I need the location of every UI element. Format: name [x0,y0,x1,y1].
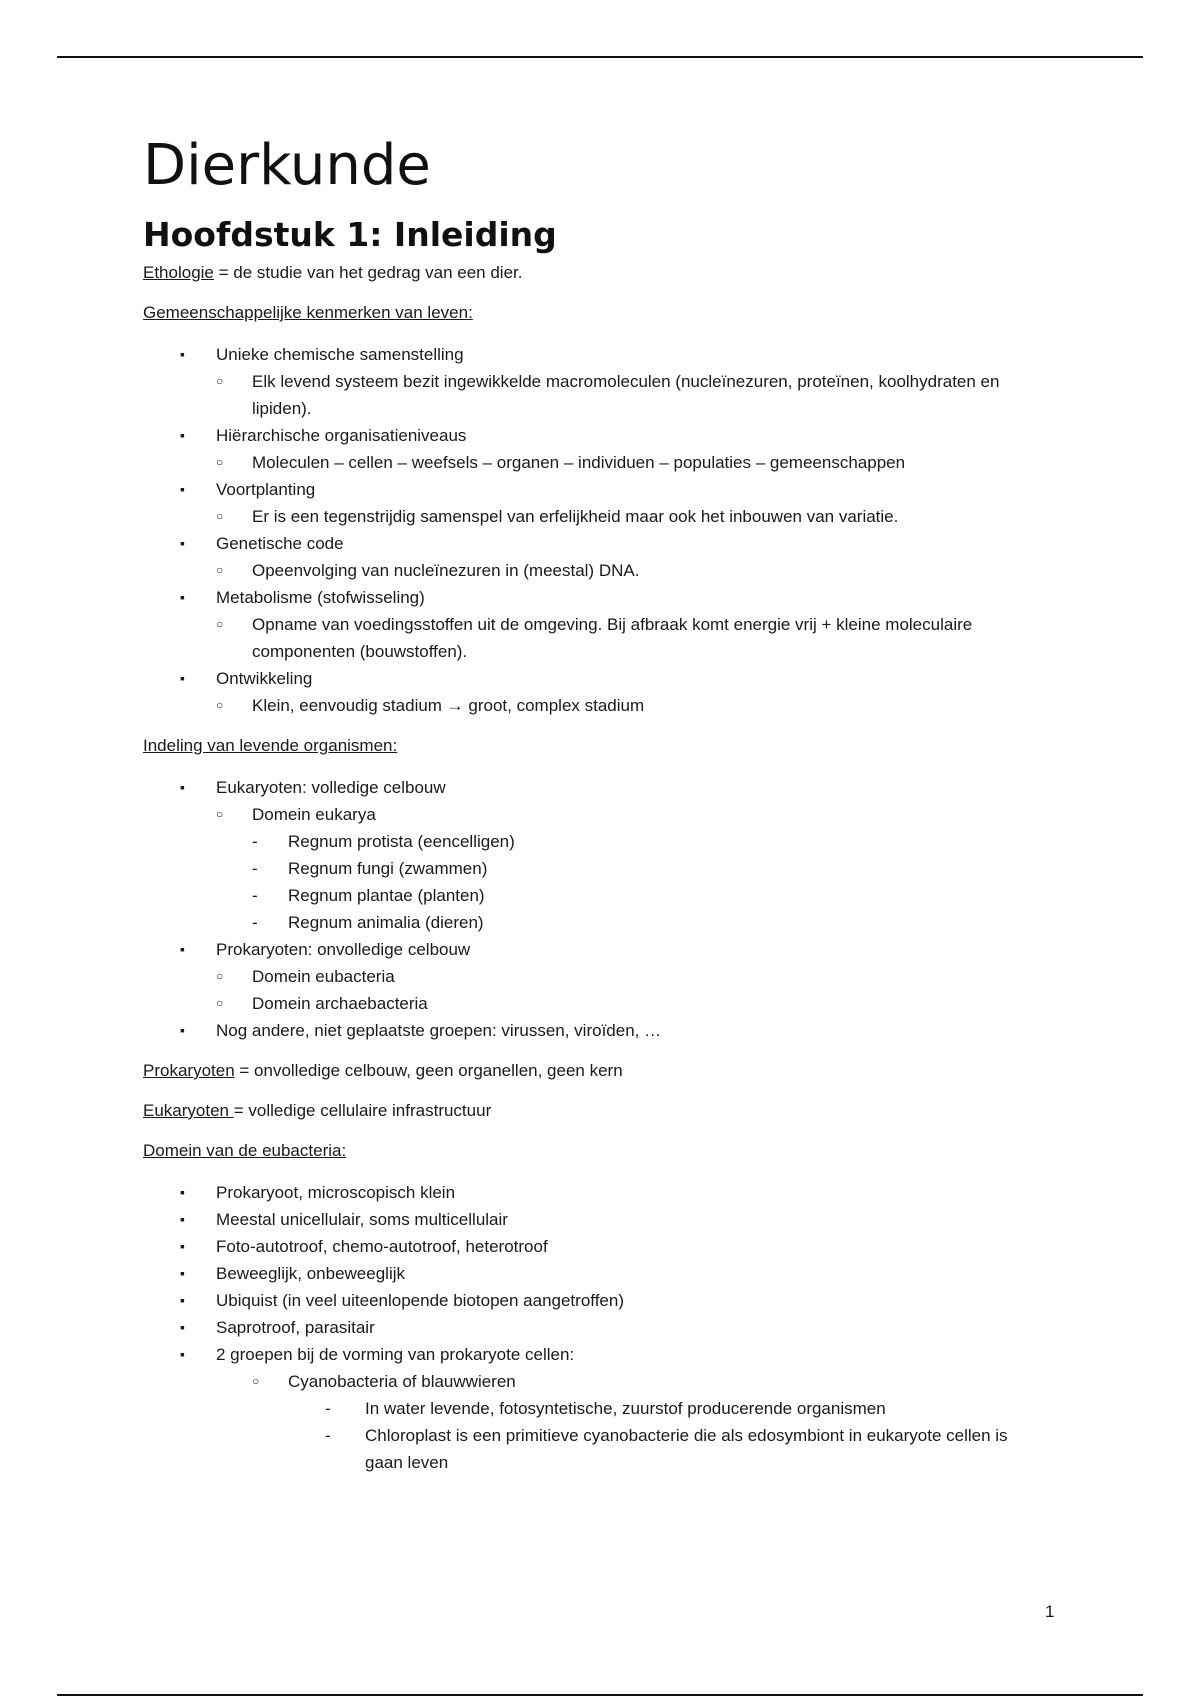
list-item: ▪ Beweeglijk, onbeweeglijk [143,1260,1043,1287]
prokaryoten-definition [143,1057,1043,1084]
sub-list-item: ○ Klein, eenvoudig stadium → groot, complex stadium [216,692,1043,719]
sub-list-item: ○ Cyanobacteria of blauwwieren - In water levende, fotosyntetische, zuurstof producerende organismen - Chloroplast is een primitieve cyanobacterie die als edosymbiont in eukaryote cellen is gaan leven [216,1368,1043,1476]
regnum-item: - Regnum fungi (zwammen) [252,855,1043,882]
list-item: ▪ Prokaryoot, microscopisch klein [143,1179,1043,1206]
list-item: ▪ Foto-autotroof, chemo-autotroof, heterotroof [143,1233,1043,1260]
regnum-item: - Regnum animalia (dieren) [252,909,1043,936]
eukaryoten-def: = volledige cellulaire infrastructuur [233,1100,492,1120]
list-item: ▪ Meestal unicellulair, soms multicellulair [143,1206,1043,1233]
list-item: ▪ Ubiquist (in veel uiteenlopende biotopen aangetroffen) [143,1287,1043,1314]
ethologie-def: = de studie van het gedrag van een dier. [213,262,523,282]
ethologie-definition [143,259,1043,286]
sub-list-item: ○ Domein eubacteria [216,963,1043,990]
document-page [143,135,1043,1476]
list-item: ▪ Genetische code ○ Opeenvolging van nucleïnezuren in (meestal) DNA. [143,530,1043,584]
sub-list-item: ○ Elk levend systeem bezit ingewikkelde macromoleculen (nucleïnezuren, proteïnen, koolhydraten en lipiden). [216,368,1043,422]
page-number: 1 [1045,1602,1055,1621]
chapter-heading: Hoofdstuk 1: Inleiding [143,214,557,254]
indeling-heading: Indeling van levende organismen: [143,735,398,755]
list-item: ▪ Prokaryoten: onvolledige celbouw ○ Domein eubacteria ○ Domein archaebacteria [143,936,1043,1017]
sub-list-item: ○ Er is een tegenstrijdig samenspel van erfelijkheid maar ook het inbouwen van variatie. [216,503,1043,530]
list-item: ▪ Unieke chemische samenstelling ○ Elk levend systeem bezit ingewikkelde macromoleculen (nucleïnezuren, proteïnen, koolhydraten en lipiden). [143,341,1043,422]
kenmerken-list [143,341,1043,719]
sub-list-item: ○ Moleculen – cellen – weefsels – organen – individuen – populaties – gemeenschappen [216,449,1043,476]
indeling-list [143,774,1043,1044]
list-item: ▪ Hiërarchische organisatieniveaus ○ Moleculen – cellen – weefsels – organen – individuen – populaties – gemeenschappen [143,422,1043,476]
regnum-item: - Regnum plantae (planten) [252,882,1043,909]
list-item: ▪ 2 groepen bij de vorming van prokaryote cellen: ○ Cyanobacteria of blauwwieren - In water levende, fotosyntetische, zuurstof producerende organismen - Chloroplast is een primitieve cyanobacterie die als edosymbiont in eukaryote cellen is gaan leven [143,1341,1043,1476]
ethologie-term: Ethologie [143,262,214,282]
eubacteria-list [143,1179,1043,1476]
list-item: ▪ Nog andere, niet geplaatste groepen: virussen, viroïden, … [143,1017,1043,1044]
list-item: ▪ Voortplanting ○ Er is een tegenstrijdig samenspel van erfelijkheid maar ook het inbouwen van variatie. [143,476,1043,530]
sub-list-item: ○ Opeenvolging van nucleïnezuren in (meestal) DNA. [216,557,1043,584]
header-rule [57,56,1143,58]
sub-list-item: ○ Opname van voedingsstoffen uit de omgeving. Bij afbraak komt energie vrij + kleine moleculaire componenten (bouwstoffen). [216,611,1043,665]
footer-rule [57,1694,1143,1696]
regnum-item: - Regnum protista (eencelligen) [252,828,1043,855]
kenmerken-heading: Gemeenschappelijke kenmerken van leven: [143,302,473,322]
sub-list-item: ○ Domein eukarya - Regnum protista (eencelligen) - Regnum fungi (zwammen) - Regnum plantae (planten) - Regnum animalia (dieren) [216,801,1043,936]
eukaryoten-definition [143,1097,1043,1124]
cyano-point: - In water levende, fotosyntetische, zuurstof producerende organismen [252,1395,1043,1422]
prokaryoten-term: Prokaryoten [143,1060,235,1080]
cyano-point: - Chloroplast is een primitieve cyanobacterie die als edosymbiont in eukaryote cellen is gaan leven [252,1422,1043,1476]
sub-list-item: ○ Domein archaebacteria [216,990,1043,1017]
list-item: ▪ Ontwikkeling ○ Klein, eenvoudig stadium → groot, complex stadium [143,665,1043,719]
document-title: Dierkunde [143,133,431,198]
eukaryoten-term: Eukaryoten [143,1100,234,1120]
list-item: ▪ Metabolisme (stofwisseling) ○ Opname van voedingsstoffen uit de omgeving. Bij afbraak komt energie vrij + kleine moleculaire componenten (bouwstoffen). [143,584,1043,665]
prokaryoten-def: = onvolledige celbouw, geen organellen, geen kern [234,1060,623,1080]
eubacteria-heading: Domein van de eubacteria: [143,1140,347,1160]
list-item: ▪ Saprotroof, parasitair [143,1314,1043,1341]
list-item: ▪ Eukaryoten: volledige celbouw ○ Domein eukarya - Regnum protista (eencelligen) - Regnum fungi (zwammen) - Regnum plantae (planten) - Regnum animalia (dieren) [143,774,1043,936]
